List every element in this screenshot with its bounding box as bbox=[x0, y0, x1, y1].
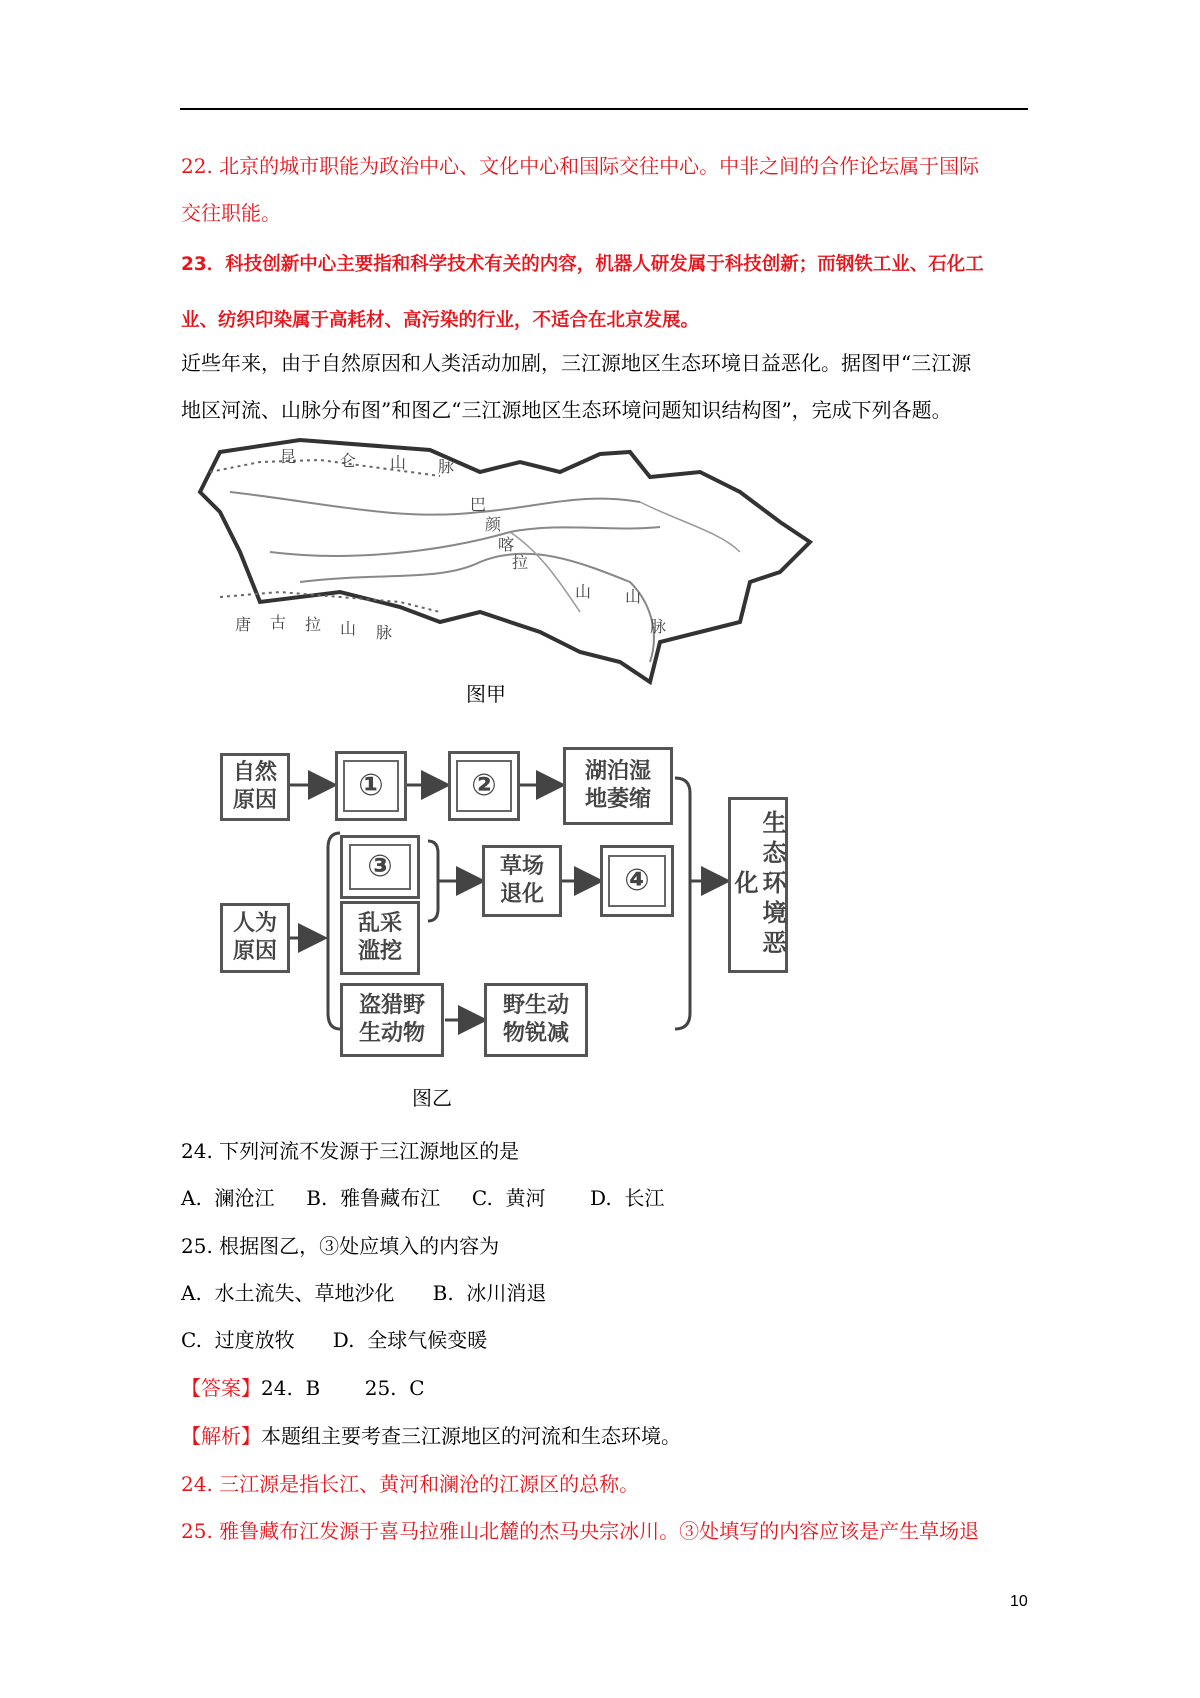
wildlife-decline-box: 野生动 物锐减 bbox=[484, 983, 588, 1057]
map-label: 古 bbox=[270, 613, 287, 632]
human-cause-box: 人为 原因 bbox=[220, 903, 290, 973]
map-label: 山 bbox=[575, 582, 592, 601]
map-label: 拉 bbox=[512, 553, 529, 572]
map-label: 拉 bbox=[305, 615, 322, 634]
map-label: 脉 bbox=[438, 457, 455, 476]
map-label: 脉 bbox=[650, 617, 667, 636]
eco-deterioration-box: 生态环境恶化 bbox=[728, 797, 788, 973]
sanjiangyuan-map bbox=[180, 432, 820, 702]
q25-options-1: A. 水土流失、草地沙化 B. 冰川消退 bbox=[181, 1281, 547, 1305]
mining-box: 乱采 滥挖 bbox=[340, 901, 420, 975]
blank-4-box: ④ bbox=[600, 845, 674, 917]
natural-cause-box: 自然 原因 bbox=[220, 753, 290, 821]
blank-1-box: ① bbox=[335, 751, 407, 821]
q23-line1: 23．科技创新中心主要指和科学技术有关的内容，机器人研发属于科技创新；而钢铁工业、石化工 bbox=[181, 254, 984, 275]
intro-line1: 近些年来，由于自然原因和人类活动加剧，三江源地区生态环境日益恶化。据图甲“三江源 bbox=[181, 351, 972, 375]
map-label: 山 bbox=[625, 587, 642, 606]
map-label: 颜 bbox=[485, 515, 502, 534]
blank-2-box: ② bbox=[448, 751, 520, 821]
map-label: 唐 bbox=[235, 615, 252, 634]
answer-text: 24. B 25. C bbox=[261, 1376, 425, 1400]
blank-3-box: ③ bbox=[340, 835, 420, 899]
analysis-24: 24. 三江源是指长江、黄河和澜沧的江源区的总称。 bbox=[181, 1472, 640, 1496]
analysis-line bbox=[181, 1420, 681, 1449]
q22-line1: 22. 北京的城市职能为政治中心、文化中心和国际交往中心。中非之间的合作论坛属于国际 bbox=[181, 154, 980, 178]
map-label: 昆 bbox=[280, 447, 297, 466]
flow-caption: 图乙 bbox=[412, 1086, 452, 1110]
q25-options-2: C. 过度放牧 D. 全球气候变暖 bbox=[181, 1328, 488, 1352]
analysis-tag: 【解析】 bbox=[181, 1424, 261, 1448]
q24-stem: 24. 下列河流不发源于三江源地区的是 bbox=[181, 1139, 520, 1163]
analysis-text: 本题组主要考查三江源地区的河流和生态环境。 bbox=[261, 1424, 681, 1448]
map-label: 巴 bbox=[470, 495, 487, 514]
q23-line2: 业、纺织印染属于高耗材、高污染的行业，不适合在北京发展。 bbox=[181, 310, 700, 331]
flow-chart bbox=[220, 733, 860, 1073]
q24-options: A. 澜沧江 B. 雅鲁藏布江 C. 黄河 D. 长江 bbox=[181, 1186, 665, 1210]
map-label: 山 bbox=[390, 453, 407, 472]
answer-line bbox=[181, 1372, 425, 1401]
q25-stem: 25. 根据图乙，③处应填入的内容为 bbox=[181, 1234, 500, 1258]
map-label: 脉 bbox=[376, 623, 393, 642]
intro-line2: 地区河流、山脉分布图”和图乙“三江源地区生态环境问题知识结构图”，完成下列各题。 bbox=[181, 398, 952, 422]
page-number: 10 bbox=[1010, 1593, 1028, 1610]
q22-line2: 交往职能。 bbox=[181, 201, 281, 225]
grassland-box: 草场 退化 bbox=[482, 845, 562, 917]
header-rule bbox=[180, 108, 1028, 110]
map-caption: 图甲 bbox=[466, 682, 506, 706]
map-label: 山 bbox=[340, 619, 357, 638]
poaching-box: 盗猎野 生动物 bbox=[340, 983, 444, 1057]
map-label: 喀 bbox=[498, 535, 515, 554]
analysis-25: 25. 雅鲁藏布江发源于喜马拉雅山北麓的杰马央宗冰川。③处填写的内容应该是产生草场退 bbox=[181, 1519, 980, 1543]
lake-wetland-box: 湖泊湿 地萎缩 bbox=[563, 747, 673, 825]
map-label: 仑 bbox=[340, 451, 357, 470]
answer-tag: 【答案】 bbox=[181, 1376, 261, 1400]
